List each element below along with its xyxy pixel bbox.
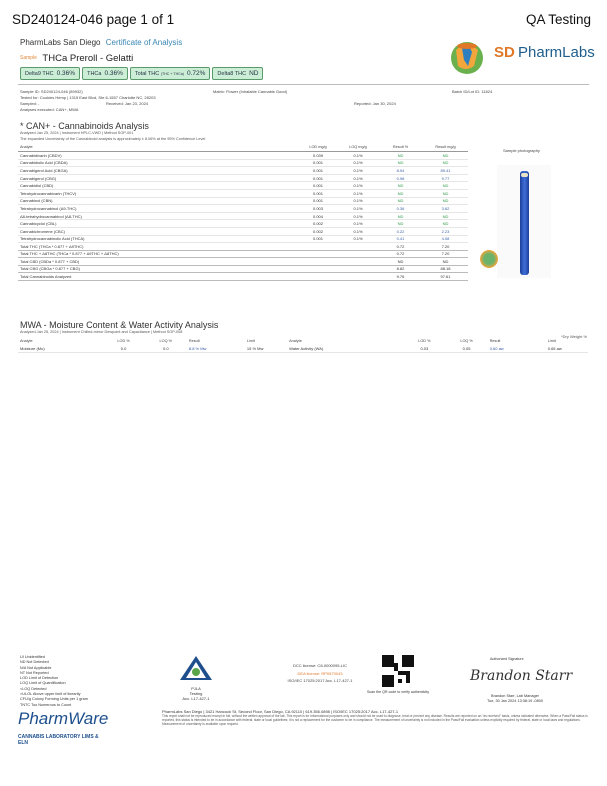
meta-reported: Reported: Jan 30, 2024	[354, 101, 396, 106]
mwa-row	[18, 345, 588, 353]
table-cell: 0.1%	[338, 174, 378, 182]
table-cell: 89.41	[423, 167, 468, 175]
table-row	[18, 152, 468, 160]
table-cell: 0.1%	[338, 205, 378, 213]
total-rows	[18, 243, 468, 281]
table-cell: Cannabicyclol (CBL)	[18, 220, 298, 228]
badge-label: Total THC	[134, 71, 160, 77]
cannabinoids-table	[18, 144, 468, 281]
table-cell: 8.94	[378, 167, 423, 175]
table-cell: ND	[423, 190, 468, 198]
meta-analyses: Analyses executed: CAN+, MWA	[20, 107, 79, 112]
table-cell: Cannabigerol (CBG)	[18, 174, 298, 182]
table-cell: 0.039	[298, 152, 338, 160]
table-cell: 0.002	[298, 228, 338, 236]
badge-value: 0.36%	[104, 70, 123, 77]
table-cell: ND	[378, 197, 423, 205]
total-value: 7.20	[423, 250, 468, 258]
table-cell: 0.002	[298, 220, 338, 228]
sample-label: Sample	[20, 55, 37, 62]
table-cell: 0.001	[298, 197, 338, 205]
table-cell: Cannabichromene (CBC)	[18, 228, 298, 236]
table-cell: 0.001	[298, 182, 338, 190]
total-value: 8.82	[378, 265, 423, 273]
table-row	[18, 159, 468, 167]
badge-delta9	[20, 67, 80, 80]
legend-item: N/A Not Applicable	[20, 665, 52, 670]
mwa-cell: 0.05	[445, 345, 487, 353]
total-value: ND	[378, 258, 423, 266]
footer-address: PharmLabs San Diego | 3421 Hancock St, Second Floor, San Diego, CA 92110 | 619.356.0898 | ISO/IEC 17025:2017 Acc. L17-427-1	[162, 709, 399, 714]
table-cell: 0.1%	[338, 228, 378, 236]
qr-code[interactable]	[382, 655, 414, 687]
table-cell: 3.62	[423, 205, 468, 213]
mwa-cell: Moisture (Mo)	[18, 345, 102, 353]
table-row	[18, 228, 468, 236]
badge-delta8	[212, 67, 263, 80]
table-cell: Δ8-tetrahydrocannabinol (Δ8-THC)	[18, 212, 298, 220]
table-row	[18, 174, 468, 182]
table-cell: 0.22	[378, 228, 423, 236]
report-type: QA Testing	[525, 12, 591, 27]
table-row	[18, 220, 468, 228]
meta-batch: Batch ID/Lot ID: 11824	[452, 89, 493, 94]
table-cell: Cannabigerol Acid (CBGA)	[18, 167, 298, 175]
cannabinoids-title: * CAN+ - Cannabinoids Analysis	[20, 121, 149, 131]
table-cell: 0.001	[298, 167, 338, 175]
total-value: 88.18	[423, 265, 468, 273]
meta-tested-for: Tested for: Cookies Hemp | 1315 East Blvd, Ste 6-1557 Charlotte NC, 28203	[20, 95, 156, 100]
badge-value: 0.72%	[186, 70, 206, 77]
sample-photo	[497, 165, 551, 278]
total-row	[18, 258, 468, 266]
pharmware-brand: PharmWare	[18, 709, 109, 728]
qr-code-icon	[382, 655, 414, 687]
col-lod: LOD mg/g	[309, 145, 327, 150]
signature-block	[480, 694, 550, 704]
mwa-cell: 0.03	[403, 345, 445, 353]
table-cell: 4.08	[423, 235, 468, 243]
total-label: Total CBG (CBGa * 0.877 + CBG)	[18, 265, 378, 273]
total-value: 0.72	[378, 250, 423, 258]
total-row	[18, 243, 468, 251]
report-id: SD240124-046 page 1 of 1	[12, 12, 175, 27]
sample-name: THCa Preroll - Gelatti	[42, 53, 134, 64]
table-cell: 0.001	[298, 174, 338, 182]
mwa-col-analyte: Analyte	[20, 338, 33, 343]
table-cell: ND	[378, 159, 423, 167]
mwa-cell: 0.65 aw	[546, 345, 588, 353]
licenses	[260, 662, 380, 685]
table-cell: 2.23	[423, 228, 468, 236]
table-cell: 0.001	[298, 159, 338, 167]
disclaimer: This report shall not be reproduced except in full, without the written approval of the lab. This report is for informational purposes only and should not be used to diagnose, treat or prevent any disease. Results are reported on an "as received" basis, unless indicated otherwise. When a Pass/Fail status is reported, this status is intended to be in accordance with federal, state or local guidelines; it is not a replacement for the customer to be in compliance. The measurement of uncertainty is not included in the Pass/Fail evaluation unless explicitly required by federal, state or local laws and regulations. Measurement of uncertainty is available upon request.	[162, 714, 588, 726]
table-cell: 0.004	[298, 212, 338, 220]
california-globe-icon	[444, 36, 490, 76]
potency-badges	[20, 67, 263, 80]
total-value: 97.61	[423, 273, 468, 281]
mwa-sub: Analyzed Jan 25, 2024 | Instrument Chilled-mirror Dewpoint and Capacitance | Method SOP-008	[20, 330, 183, 334]
legend-item: LOD Limit of Detection	[20, 676, 59, 681]
col-result-pct: Result %	[392, 145, 409, 150]
signature-date: Tue, 30 Jan 2024 13:38:19 -0800	[486, 698, 543, 703]
mwa-table	[18, 337, 588, 353]
lab-name: PharmLabs San Diego	[20, 38, 101, 47]
col-analyte: Analyte	[20, 145, 33, 150]
badge-formula: (THC + THCa)	[160, 72, 184, 76]
table-cell: ND	[423, 152, 468, 160]
pjla-name: PJLA	[191, 686, 201, 691]
table-cell: 0.001	[298, 235, 338, 243]
signer-name: Brandon Starr, Lab Manager	[491, 694, 539, 698]
mwa-col-limit: Limit	[246, 338, 255, 343]
dcc-license: DCC license: C8-0000095-LIC	[292, 663, 348, 668]
lab-header	[20, 38, 182, 47]
cannabinoids-sub2: The expanded Uncertainty of the Cannabinoid analysis is approximately ± 8.06% at the 95% Confidence Level	[20, 137, 206, 141]
mwa-col-limit2: Limit	[547, 338, 556, 343]
table-cell: Tetrahydrocannabinolic Acid (THCA)	[18, 235, 298, 243]
badge-value: 0.36%	[56, 70, 76, 77]
table-row	[18, 182, 468, 190]
table-row	[18, 197, 468, 205]
badge-total-thc	[130, 67, 211, 80]
dea-license: DEA license: RP0573043	[297, 670, 343, 676]
legend-item: <LOQ Detected	[20, 686, 47, 691]
table-cell: Tetrahydrocannabinol (Δ9-THC)	[18, 205, 298, 213]
table-cell: Cannabidiol (CBD)	[18, 182, 298, 190]
mwa-col-loq: LOQ %	[159, 338, 172, 343]
col-result-mg: Result mg/g	[435, 145, 456, 150]
signature-script: Brandon Starr	[470, 668, 573, 684]
mwa-col-lod2: LOD %	[418, 338, 431, 343]
total-value: 9.76	[378, 273, 423, 281]
total-row	[18, 250, 468, 258]
table-cell: 0.1%	[338, 182, 378, 190]
mwa-cell: 8.8 % Mw	[187, 345, 245, 353]
table-cell: 0.1%	[338, 197, 378, 205]
table-cell: Tetrahydrocannabivarin (THCV)	[18, 190, 298, 198]
coa-label: Certificate of Analysis	[105, 38, 183, 47]
table-row	[18, 212, 468, 220]
signature-header: Authorized Signature	[490, 657, 524, 661]
preroll-tube-icon	[520, 171, 529, 275]
table-cell: 0.001	[298, 190, 338, 198]
table-cell: ND	[378, 190, 423, 198]
table-cell: 0.1%	[338, 212, 378, 220]
pharmware-logo	[18, 707, 109, 746]
table-cell: 0.1%	[338, 167, 378, 175]
legend-item: NT Not Reported	[20, 670, 49, 675]
table-cell: Cannabidivarin (CBDV)	[18, 152, 298, 160]
mwa-cell: Water Activity (WA)	[287, 345, 403, 353]
table-cell: 0.41	[378, 235, 423, 243]
table-cell: ND	[423, 197, 468, 205]
sample-title	[20, 53, 133, 64]
table-row	[18, 190, 468, 198]
total-label: Total THC (THCa * 0.877 + Δ9THC)	[18, 243, 378, 251]
mwa-cell: 0.0	[102, 345, 144, 353]
dry-weight-note: *Dry Weight %	[561, 334, 587, 339]
total-value: ND	[423, 258, 468, 266]
lab-seal-icon	[480, 250, 498, 268]
table-cell: 0.1%	[338, 235, 378, 243]
legend-item: TNTC Too Numerous to Count	[20, 702, 72, 707]
total-value: 0.72	[378, 243, 423, 251]
logo-pharmlabs: PharmLabs	[518, 44, 595, 61]
table-cell: 0.98	[378, 174, 423, 182]
table-cell: Cannabinol (CBN)	[18, 197, 298, 205]
table-cell: Cannabidiolic Acid (CBDA)	[18, 159, 298, 167]
pjla-logo-icon	[178, 655, 214, 681]
total-label: Total THC + Δ8THC (THCa * 0.877 + Δ9THC + Δ8THC)	[18, 250, 378, 258]
table-cell: ND	[378, 152, 423, 160]
divider	[18, 84, 589, 85]
table-cell: 9.77	[423, 174, 468, 182]
table-cell: 0.003	[298, 205, 338, 213]
badge-label: THCa	[87, 71, 102, 77]
meta-sampled: Sampled: -	[20, 101, 40, 106]
mwa-col-result: Result	[188, 338, 200, 343]
mwa-title: MWA - Moisture Content & Water Activity Analysis	[20, 320, 219, 330]
legend-item: UI Unidentified	[20, 655, 45, 659]
legend-item: ND Not Detected	[20, 660, 49, 665]
table-cell: 0.1%	[338, 159, 378, 167]
table-cell: 0.36	[378, 205, 423, 213]
mwa-cell: 15 % Mw	[245, 345, 287, 353]
total-value: 7.20	[423, 243, 468, 251]
sd-pharmlabs-logo	[440, 36, 595, 76]
legend-item: >ULOL Above upper limit of linearity	[20, 692, 81, 697]
cannabinoid-rows	[18, 152, 468, 243]
mwa-col-lod: LOD %	[117, 338, 130, 343]
pjla-sub: Testing	[189, 691, 203, 696]
total-row	[18, 273, 468, 281]
table-cell: 0.1%	[338, 152, 378, 160]
legend-item: CFU/g Colony Forming Units per 1 gram	[20, 697, 88, 702]
table-cell: 0.1%	[338, 220, 378, 228]
pjla-accreditation	[178, 655, 214, 701]
badge-label: Delta8 THC	[217, 71, 247, 77]
table-cell: ND	[378, 182, 423, 190]
badge-label: Delta9 THC	[25, 71, 54, 77]
badge-thca	[82, 67, 128, 80]
badge-value: ND	[249, 70, 259, 77]
mwa-col-analyte2: Analyte	[289, 338, 302, 343]
meta-received: Received: Jan 23, 2024	[106, 101, 149, 106]
photo-header: Sample photography	[503, 148, 540, 153]
table-row	[18, 235, 468, 243]
mwa-col-result2: Result	[489, 338, 501, 343]
cannabinoids-sub1: Analyzed Jan 25, 2024 | Instrument HPLC-VWD | Method SOP-001	[20, 131, 134, 135]
total-row	[18, 265, 468, 273]
legend-item: LOQ Limit of Quantification	[20, 681, 66, 686]
pharmware-tagline: CANNABIS LABORATORY LIMS & ELN	[18, 734, 99, 746]
mwa-cell: 0.0	[145, 345, 187, 353]
meta-matrix: Matrix: Flower (Inhalable Cannabis Good)	[213, 89, 288, 94]
total-label: Total Cannabinoids Analyzed	[18, 273, 378, 281]
meta-sample-id: Sample ID: SD240124-046 (89932)	[20, 89, 83, 94]
table-cell: ND	[423, 220, 468, 228]
iso-license: ISO/IEC 17025:2017 Acc. L17-427-1	[287, 678, 353, 684]
qr-caption: Scan the QR code to verify authenticity	[366, 690, 430, 694]
abbreviation-legend	[20, 655, 88, 708]
table-row	[18, 205, 468, 213]
table-cell: ND	[378, 220, 423, 228]
table-cell: ND	[423, 159, 468, 167]
table-cell: 0.1%	[338, 190, 378, 198]
pjla-number: Acc. L17-427-1	[182, 696, 210, 701]
table-cell: ND	[423, 182, 468, 190]
table-cell: ND	[423, 212, 468, 220]
col-loq: LOQ mg/g	[349, 145, 367, 150]
logo-sd: SD	[494, 44, 515, 61]
mwa-cell: 0.60 aw	[488, 345, 546, 353]
table-cell: ND	[378, 212, 423, 220]
table-row	[18, 167, 468, 175]
total-label: Total CBD (CBDa * 0.877 + CBD)	[18, 258, 378, 266]
mwa-col-loq2: LOQ %	[460, 338, 473, 343]
